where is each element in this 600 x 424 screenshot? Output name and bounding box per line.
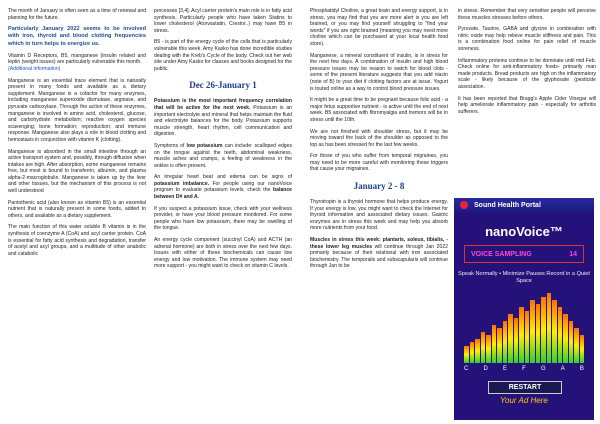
bold-text: low potassium: [186, 142, 223, 149]
potassium-paragraph: [154, 98, 292, 138]
paragraph: Inflammatory proteins continue to be dominate until mid Feb. Check online for anti-inflammatory foods- primarily man made products. Bread products are high on the inflammatory scale - likely because of the glyphosate (pesticide association.: [458, 57, 596, 90]
muscles-paragraph: [310, 237, 448, 270]
frequency-bar: [503, 321, 508, 363]
additional-info-link[interactable]: (Additional information): [8, 65, 61, 72]
bold-text: balance between D# and A.: [154, 187, 292, 201]
nanovoice-advertisement[interactable]: [454, 198, 594, 420]
paragraph: For those of you who suffer from temporal migraines, you may need to be more careful with monitoring those triggers that cause your migraines.: [310, 153, 448, 173]
column-2: [154, 8, 292, 275]
bold-text: Muscles in stress this week: plantaris, soleus, tibialis, - these lower leg muscles: [310, 237, 448, 250]
paragraph: in stress. Remember that very sensitive people will perceive these muscles stresses before others.: [458, 8, 596, 21]
section-header-dec26: Dec 26-January 1: [189, 80, 257, 91]
note-key: E: [502, 366, 507, 372]
portal-logo-icon: [460, 201, 468, 209]
absorption-paragraph: Manganese is absorbed in the small intestine through an active transport system and, possibly, through diffusion when intakes are high. After absorption, some manganese remains free, but most is bound to transferrin, albumin, and plasma alpha-2-macroglobulin. Manganese is taken up by the liver and other tissues, but the mechanism of this process is not well understood: [8, 148, 146, 195]
bold-text: Potassium is the most important frequency correlation that will be active for the next week.: [154, 98, 292, 111]
paragraph-text: An irregular heart beat and edema can be signs of: [154, 174, 292, 181]
paragraph-text: will continue through Jan 2022 primarily because of their relational with iron associated biochemistry. The temporalis and subscapularis will continue through Jan to be: [310, 243, 448, 270]
paragraph: [8, 53, 146, 73]
paragraph: B5 - is part of the energy cycle of the cells that is particularly vulnerable this week. Amy Kasko has done incredible studies dealing with the Kreb's Cycle of the body. Check out her web site under Amy Kasko for classes and books designed for the public.: [154, 39, 292, 72]
frequency-bar: [464, 346, 469, 364]
paragraph: processes [3,4]. Acyl carrier protein's main role is in fatty acid synthesis. Particularly people who have taken Statins to lower cholesterol (Atorvastatin, Crestor..) may have B5 in stress.: [154, 8, 292, 34]
paragraph-text: For people using our nanoVoice program to evaluate potassium levels, check the: [154, 180, 292, 194]
frequency-bar: [508, 314, 513, 363]
paragraph: If you suspect a potassium issue, check with your wellness provider, or have your blood pressure monitored. For some people who have low potassium, there may be swelling of the tongue.: [154, 205, 292, 232]
paragraph: It has been reported that Bragg's Apple Cider Vinegar will help ameliorate inflammatory pain - especially for arthritis sufferers.: [458, 95, 596, 115]
your-ad-here-text: Your Ad Here: [500, 396, 548, 405]
paragraph-text: Symptoms of: [154, 142, 187, 149]
paragraph: We are not finished with shoulder stress, but it may be moving toward the back of the shoulder as opposed to the top as has been stressed for the last few weeks.: [310, 128, 448, 148]
frequency-bar: [580, 335, 585, 363]
frequency-bar: [514, 318, 519, 364]
frequency-bar: [541, 297, 546, 364]
b5-paragraph: Pantothenic acid (also known as vitamin B5) is an essential nutrient that is naturally present in some foods, added to others, and available as a dietary supplement.: [8, 199, 146, 219]
paragraph: Phosphatidyl Choline, a great brain and energy support, is in stress, you may find that you are more alert is you are left brained, or you may find yourself struggling to "find your words" if you are right brained (meaning you may need more choline which can be purchased at your local health food store).: [310, 8, 448, 47]
frequency-bars: [464, 293, 584, 363]
frequency-bar: [574, 328, 579, 363]
coa-paragraph: The main function of this water soluble B vitamin is in the synthesis of coenzyme A (CoA) and acyl carrier protein. CoA is essential for fatty acid synthesis and degradation, transfer of acetyl and acyl groups, and a multitude of other anabolic and catabolic: [8, 224, 146, 257]
note-key: F: [522, 366, 526, 372]
sampling-label: VOICE SAMPLING: [471, 250, 532, 258]
frequency-bar: [536, 304, 541, 364]
bold-text: potassium imbalance.: [154, 180, 210, 187]
frequency-bar: [492, 325, 497, 364]
imbalance-paragraph: [154, 174, 292, 200]
column-3: [310, 8, 448, 275]
frequency-bar: [552, 300, 557, 363]
ad-instructions: Speak Normally • Minimize Pauses Record in a Quiet Space: [458, 271, 590, 284]
intro-paragraph: The month of January is often seen as a time of renewal and planning for the future.: [8, 8, 146, 21]
frequency-bar: [519, 307, 524, 363]
ad-title: nanoVoice™: [485, 224, 563, 239]
section-header-jan2: January 2 - 8: [353, 181, 405, 192]
paragraph: Thyrotropin is a thyroid hormone that helps produce energy. If your energy is low, you might want to check the Internet for thyroid information and associated dietary issues. Gastric enzymes are in stress this week and may help you absorb more nutrients from your food.: [310, 199, 448, 232]
frequency-bar: [547, 293, 552, 363]
paragraph-text: Potassium is an important electrolyte and mineral that helps maintain the fluid and electrolyte balances for the body. Potassium supports muscle strength, heart rhythm, cell communication and digestion.: [154, 104, 292, 138]
sampling-count: 14: [569, 250, 577, 258]
note-key: G: [540, 366, 546, 372]
frequency-bar: [486, 335, 491, 363]
column-1: [8, 8, 146, 262]
frequency-bar: [497, 328, 502, 363]
paragraph: Manganese, a mineral constituent of insulin, is in stress for the next few days. A combination of insulin and high blood pressure issues may be reason to watch for blood clots - some of the present literature suggests that you add niacin (note of B) to your diet if clotting factors are at issue. Yogurt is touted online as a way to control blood pressure issues.: [310, 52, 448, 92]
frequency-bar: [481, 332, 486, 364]
note-key: C: [464, 366, 469, 372]
note-key: B: [579, 366, 584, 372]
voice-sampling-indicator: [464, 245, 584, 263]
frequency-bar: [475, 339, 480, 364]
paragraph: An energy cycle component (succinyl CoA) and ACTH (an adrenal hormone) are both in stress over the next few days. Issues with either of these biochemicals can cause low energy and low motivation. The immune system may need more support - you might want to check on vitamin C levels.: [154, 237, 292, 270]
manganese-paragraph: Manganese is an essential trace element that is naturally present in many foods and available as a dietary supplement. Manganese is a cofactor for many enzymes, including manganese superoxide dismutase, arginase, and pyruvate carboxylase. Through the action of these enzymes, manganese is involved in amino acid, cholesterol, glucose, and carbohydrate metabolism; reactive oxygen species scavenging; bone formation; reproduction; and immune response. Manganese also plays a role in blood clotting and hemostasis in conjunction with vitamin K (clotting).: [8, 77, 146, 143]
column-4: [458, 8, 596, 120]
note-keys: [464, 366, 584, 374]
restart-button[interactable]: RESTART: [488, 381, 562, 394]
ad-header: [454, 198, 594, 212]
highlight-paragraph: Particularly January 2022 seems to be involved with iron, thyroid and blood clotting frequencies which in turn helps to energize us.: [8, 26, 146, 47]
paragraph: It might be a great time to be pregnant because folic acid - a major fetus supportive nutrient - is active until the end of next week. B5 associated with fibromyalgia and tremors will be in stress until the 10th.: [310, 97, 448, 123]
paragraph-text: can include: scalloped edges on the tongue against the teeth, abdominal weakness, muscle aches and cramps, a feeling of weakness in the ankles is often present.: [154, 142, 292, 169]
paragraph-text: Vitamin D Receptors, B5, manganese (insulin related and leptin (weight issues) are particularly vulnerable this month.: [8, 52, 146, 66]
frequency-bar: [470, 342, 475, 363]
frequency-bar: [569, 321, 574, 363]
paragraph: Pyruvate, Taurine, GABA and glycine in combination with nitric oxide may help relieve muscle stiffness and pain. This is a combination food online for pain relief of muscle soreness.: [458, 26, 596, 52]
note-key: D: [483, 366, 488, 372]
frequency-bar: [525, 311, 530, 364]
portal-name: Sound Health Portal: [474, 201, 541, 209]
frequency-bar: [530, 300, 535, 363]
symptoms-paragraph: [154, 143, 292, 169]
frequency-bar: [563, 314, 568, 363]
note-key: A: [560, 366, 565, 372]
frequency-bar: [558, 307, 563, 363]
